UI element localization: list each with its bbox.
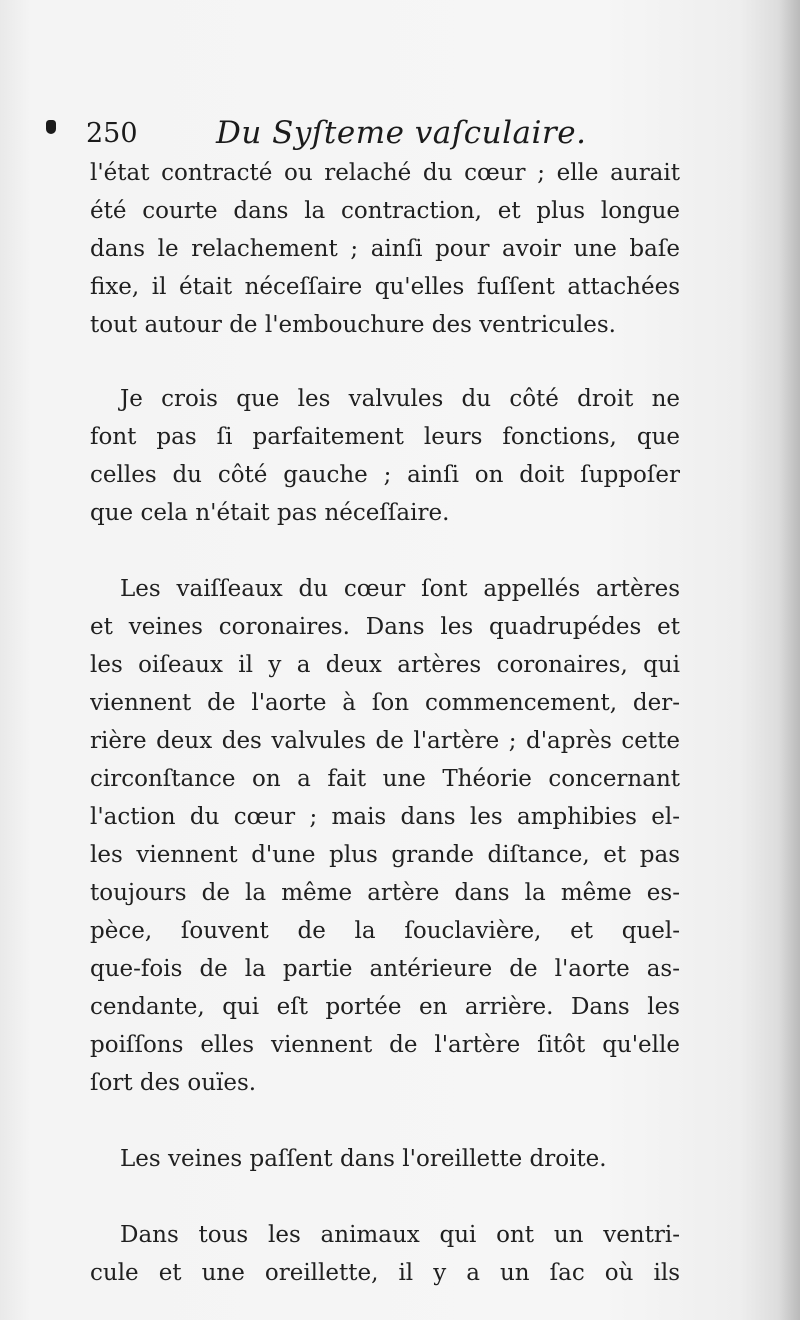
paragraph-gap — [90, 1178, 680, 1216]
paragraph — [90, 1140, 680, 1178]
paragraph-gap — [90, 532, 680, 570]
text-line: Je crois que les valvules du côté droit ne — [120, 386, 680, 412]
text-line: que cela n'était pas néceſſaire. — [90, 500, 450, 526]
text-line: que-fois de la partie antérieure de l'aorte as- — [90, 956, 680, 982]
paragraph — [90, 1216, 680, 1292]
ink-blot-mark — [46, 120, 56, 134]
text-line: Les veines paſſent dans l'oreillette droite. — [120, 1146, 607, 1172]
page-header — [46, 110, 746, 154]
text-line: les oiſeaux il y a deux artères coronaires, qui — [90, 652, 680, 678]
paragraph — [90, 154, 680, 344]
paragraph — [90, 380, 680, 532]
text-line: été courte dans la contraction, et plus longue — [90, 198, 680, 224]
paragraph-gap — [90, 1102, 680, 1140]
text-line: ſort des ouïes. — [90, 1070, 257, 1096]
text-line: circonſtance on a fait une Théorie concernant — [90, 766, 680, 792]
text-line: fixe, il était néceſſaire qu'elles fuſſent attachées — [90, 274, 680, 300]
text-line: font pas ſi parfaitement leurs fonctions, que — [90, 424, 680, 450]
body-text — [90, 154, 680, 1292]
page-number: 250 — [86, 118, 138, 149]
text-line: les viennent d'une plus grande diſtance, et pas — [90, 842, 680, 868]
text-line: Les vaiſſeaux du cœur ſont appellés artères — [120, 576, 680, 602]
text-line: pèce, ſouvent de la ſouclavière, et quel- — [90, 918, 680, 944]
text-line: toujours de la même artère dans la même es- — [90, 880, 680, 906]
text-line: cendante, qui eſt portée en arrière. Dans les — [90, 994, 680, 1020]
page-edge-shadow — [778, 0, 800, 1320]
text-line: poiſſons elles viennent de l'artère ſitôt qu'elle — [90, 1032, 680, 1058]
text-line: Dans tous les animaux qui ont un ventri- — [120, 1222, 680, 1248]
text-line: l'état contracté ou relaché du cœur ; elle aurait — [90, 160, 680, 186]
text-line: celles du côté gauche ; ainſi on doit ſuppoſer — [90, 462, 680, 488]
text-line: tout autour de l'embouchure des ventricules. — [90, 312, 616, 338]
text-line: rière deux des valvules de l'artère ; d'après cette — [90, 728, 680, 754]
text-line: viennent de l'aorte à ſon commencement, der- — [90, 690, 680, 716]
text-line: l'action du cœur ; mais dans les amphibies el- — [90, 804, 680, 830]
text-line: cule et une oreillette, il y a un ſac où ils — [90, 1260, 680, 1286]
paragraph-gap — [90, 344, 680, 380]
paragraph — [90, 570, 680, 1102]
running-head: Du Syſteme vaſculaire. — [216, 115, 587, 151]
text-line: et veines coronaires. Dans les quadrupédes et — [90, 614, 680, 640]
text-line: dans le relachement ; ainſi pour avoir une baſe — [90, 236, 680, 262]
